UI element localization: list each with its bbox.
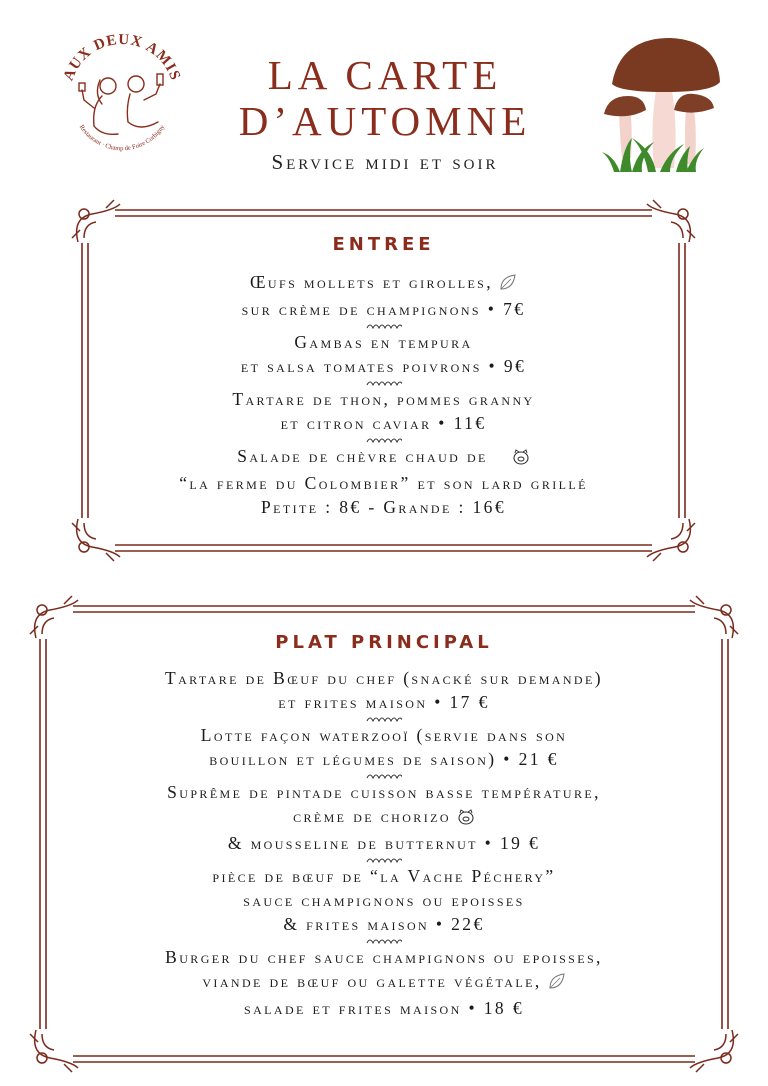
item-text: salade et frites maison • 18 € xyxy=(244,998,524,1018)
wave-separator xyxy=(366,771,402,780)
leaf-icon xyxy=(548,972,566,996)
item-text: & frites maison • 22€ xyxy=(283,914,485,934)
entree-frame xyxy=(70,198,697,563)
wave-separator xyxy=(366,936,402,945)
logo-bottom-text: Restaurant · Champ de Foire Corbigny xyxy=(77,123,167,153)
wave-separator xyxy=(366,321,402,330)
logo-arc-text: AUX DEUX AMIS xyxy=(60,34,184,84)
entree-title: ENTREE xyxy=(332,234,435,255)
plat-title: PLAT PRINCIPAL xyxy=(275,632,493,653)
pig-icon xyxy=(457,807,475,831)
item-text: pièce de bœuf de “la Vache Péchery” xyxy=(212,866,556,886)
item-text: bouillon et légumes de saison) • 21 € xyxy=(209,749,559,769)
menu-item xyxy=(28,723,740,771)
item-text: sauce champignons ou epoisses xyxy=(243,890,525,910)
subtitle: Service midi et soir xyxy=(271,150,499,174)
menu-item xyxy=(70,270,697,321)
item-text: et salsa tomates poivrons • 9€ xyxy=(240,356,527,376)
item-text: viande de bœuf ou galette végétale, xyxy=(202,971,542,991)
item-text: et frites maison • 17 € xyxy=(278,692,490,712)
wave-separator xyxy=(366,435,402,444)
pig-icon xyxy=(512,447,530,471)
title-line-2: D’AUTOMNE xyxy=(238,98,532,144)
plat-frame xyxy=(28,594,740,1074)
menu-item xyxy=(28,864,740,936)
item-text: Suprême de pintade cuisson basse température, xyxy=(167,782,601,802)
wave-separator xyxy=(366,378,402,387)
leaf-icon xyxy=(499,273,517,297)
svg-text:AUX DEUX AMIS xyxy=(61,34,184,83)
item-text: Gambas en tempura xyxy=(294,332,473,352)
menu-item xyxy=(70,444,697,519)
item-text: Petite : 8€ - Grande : 16€ xyxy=(261,497,506,517)
item-text: Salade de chèvre chaud de xyxy=(237,446,488,466)
item-text: “la ferme du Colombier” et son lard grillé xyxy=(179,473,588,493)
item-text: & mousseline de butternut • 19 € xyxy=(227,833,541,853)
item-text: Lotte façon waterzooï (servie dans son xyxy=(200,725,568,745)
wave-separator xyxy=(366,714,402,723)
svg-text:Restaurant · Champ de Foire Co xyxy=(78,123,167,152)
restaurant-logo xyxy=(52,34,192,174)
item-text: Tartare de Bœuf du chef (snacké sur demande) xyxy=(165,668,603,688)
item-text: et citron caviar • 11€ xyxy=(280,413,487,433)
menu-item xyxy=(28,945,740,1020)
menu-item xyxy=(28,780,740,855)
menu-item xyxy=(28,666,740,714)
menu-item xyxy=(70,330,697,378)
title-line-1: LA CARTE xyxy=(267,52,503,98)
menu-item xyxy=(70,387,697,435)
title-block xyxy=(210,52,560,175)
mushroom-illustration xyxy=(598,30,728,180)
item-text: sur crème de champignons • 7€ xyxy=(241,299,526,319)
item-text: Tartare de thon, pommes granny xyxy=(232,389,535,409)
item-text: Burger du chef sauce champignons ou epoisses, xyxy=(165,947,603,967)
item-text: crème de chorizo xyxy=(293,806,451,826)
wave-separator xyxy=(366,855,402,864)
item-text: Œufs mollets et girolles, xyxy=(249,272,494,292)
